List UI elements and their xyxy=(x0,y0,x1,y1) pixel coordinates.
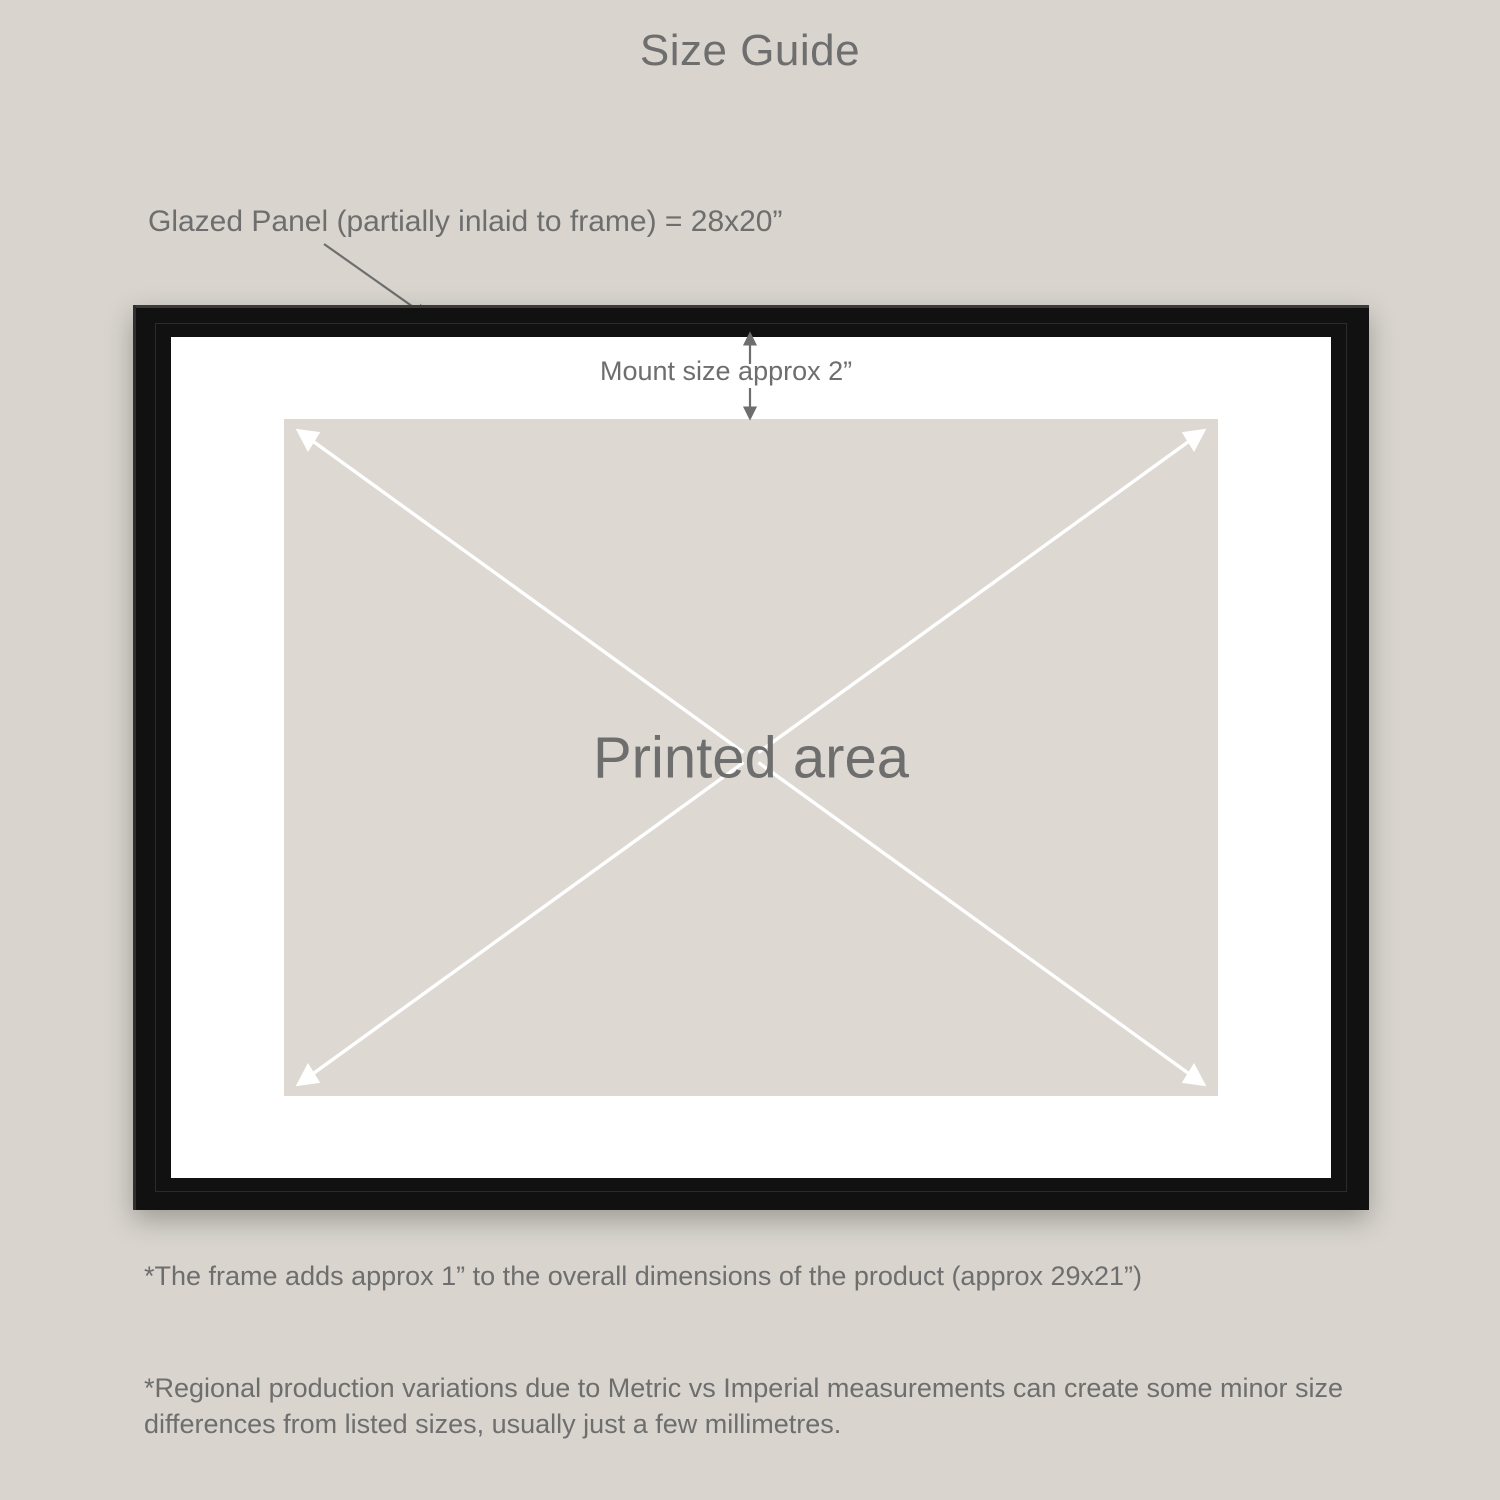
footnote-frame-dimensions: *The frame adds approx 1” to the overall dimensions of the product (approx 29x21”) xyxy=(144,1261,1143,1291)
page-title: Size Guide xyxy=(639,26,861,75)
mount-size-label: Mount size approx 2” xyxy=(600,356,853,386)
picture-frame xyxy=(133,305,1369,1210)
mount-board xyxy=(171,337,1331,1178)
mount-size-double-arrow-icon xyxy=(735,330,765,422)
glazed-panel-label: Glazed Panel (partially inlaid to frame) = 28x20” xyxy=(148,205,783,238)
printed-area-label: Printed area xyxy=(593,725,909,790)
printed-area xyxy=(284,419,1218,1096)
footnote-regional-variations: *Regional production variations due to Metric vs Imperial measurements can create some minor size differences from listed sizes, usually just a few millimetres. xyxy=(144,1373,1344,1440)
